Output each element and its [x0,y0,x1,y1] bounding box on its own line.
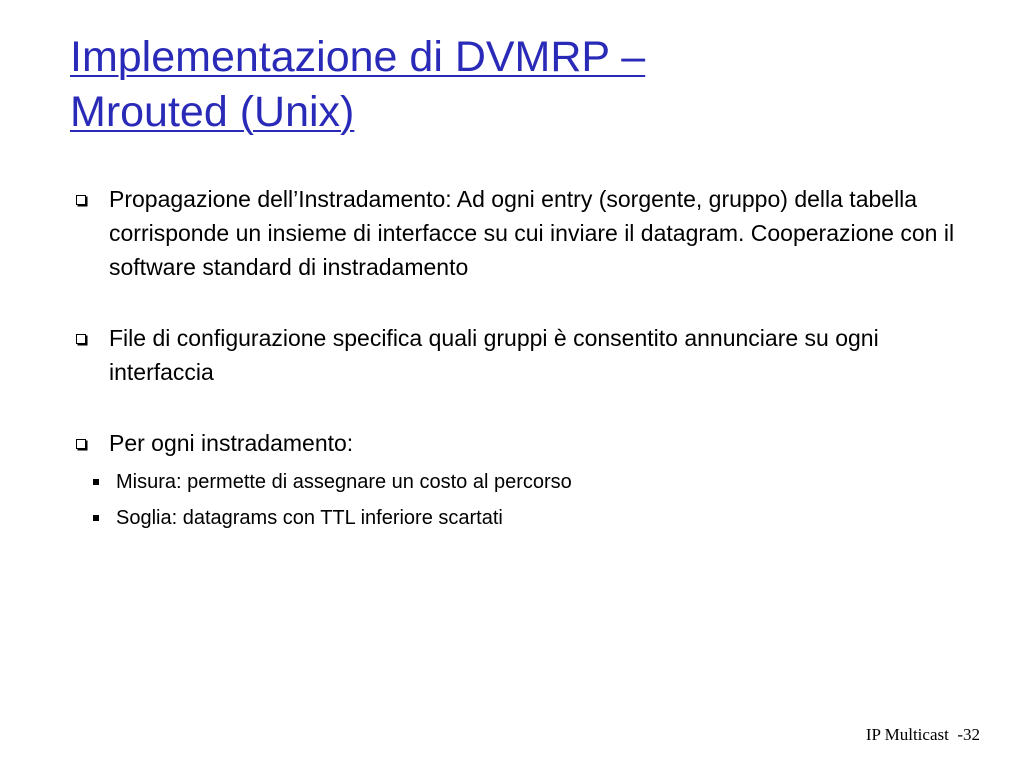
sub-bullet-text: Misura: permette di assegnare un costo al percorso [116,471,572,493]
slide-title-line-1: Implementazione di DVMRP – [70,33,646,81]
sub-bullet-text: Soglia: datagrams con TTL inferiore scartati [116,507,503,529]
bullet-text: Propagazione dell’Instradamento: Ad ogni entry (sorgente, gruppo) della tabella corrisponde un insieme di interfacce su cui inviare il datagram. Cooperazione con il software standard di instradamento [109,186,955,280]
sub-bullet-list [72,464,972,536]
hollow-square-bullet-icon [76,334,86,344]
slide-title-line-2: Mrouted (Unix) [70,88,355,136]
page-number: -32 [957,725,980,744]
bullet-item-instradamento [72,426,972,460]
bullet-list [72,182,972,536]
filled-square-bullet-icon [93,479,99,485]
bullet-text: File di configurazione specifica quali gruppi è consentito annunciare su ogni interfaccia [109,325,879,385]
sub-bullet-item-misura [72,464,972,500]
filled-square-bullet-icon [93,515,99,521]
hollow-square-bullet-icon [76,195,86,205]
hollow-square-bullet-icon [76,439,86,449]
sub-bullet-item-soglia [72,500,972,536]
bullet-item-propagazione [72,182,972,284]
footer-label: IP Multicast [865,725,949,744]
bullet-text: Per ogni instradamento: [109,430,354,456]
slide-footer [866,724,980,746]
slide-title [70,30,970,140]
bullet-item-configurazione [72,321,972,389]
